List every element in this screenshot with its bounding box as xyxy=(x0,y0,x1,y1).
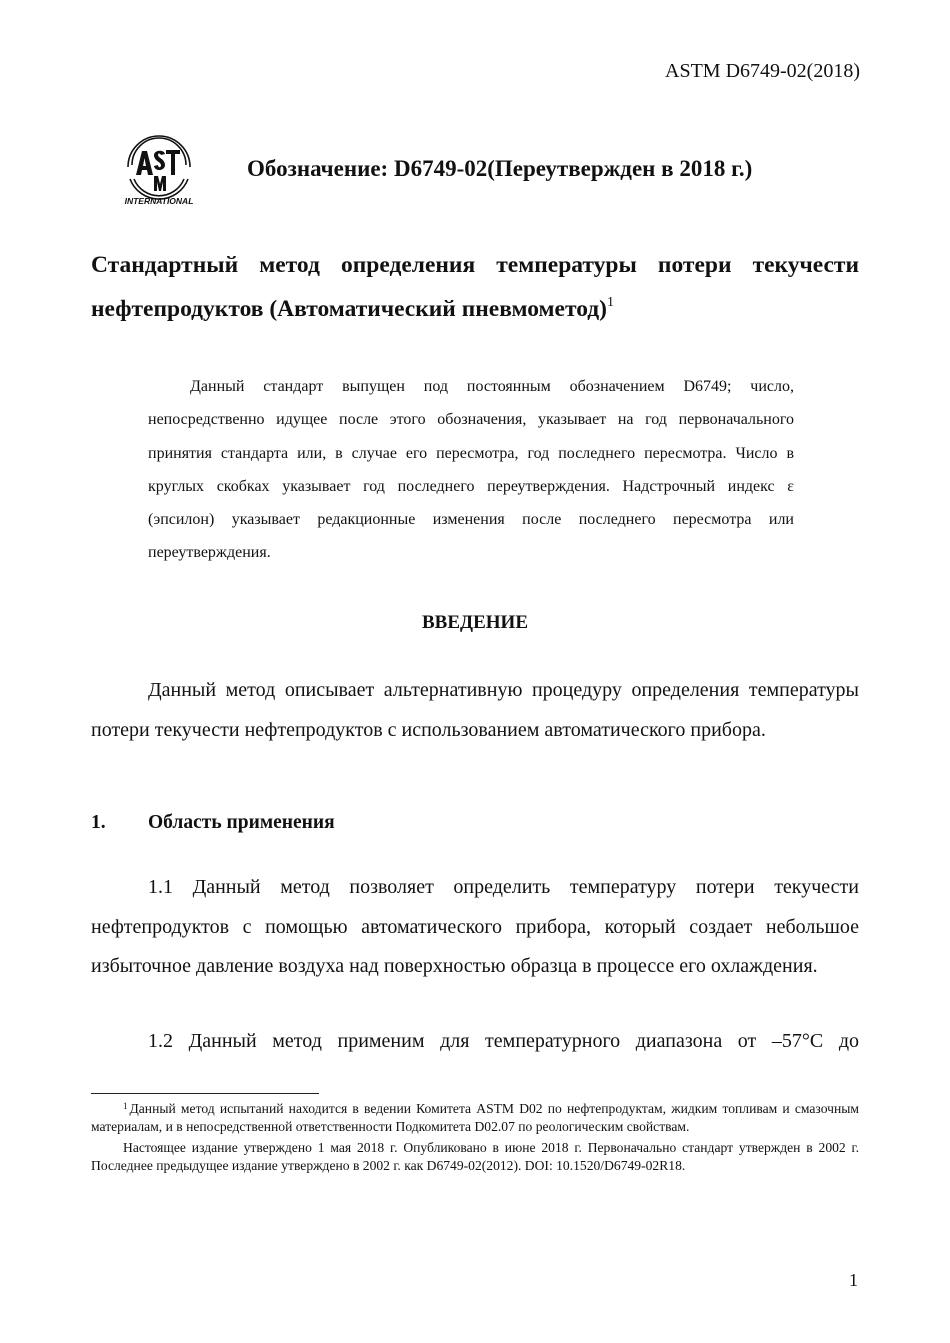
designation: Обозначение: D6749-02(Переутвержден в 2018 г.) xyxy=(247,156,753,181)
introduction-text: Данный метод описывает альтернативную процедуру определения температуры потери текучести нефтепродуктов с использованием автоматического прибора. xyxy=(91,679,859,741)
title-line-1: Стандартный метод определения температуры потери текучести xyxy=(91,252,859,278)
footnotes xyxy=(91,1100,859,1178)
section-1-heading xyxy=(91,812,335,834)
title-footnote-ref: 1 xyxy=(606,295,614,310)
logo-text: INTERNATIONAL xyxy=(124,196,194,206)
paragraph-1-2-text: 1.2 Данный метод применим для температурного диапазона от –57°С до xyxy=(148,1030,859,1052)
astm-international-logo xyxy=(118,135,200,207)
section-title: Область применения xyxy=(148,812,335,833)
document-title xyxy=(91,243,859,331)
footnote-divider xyxy=(91,1093,319,1094)
title-line-2 xyxy=(91,287,859,331)
footnote-1 xyxy=(91,1100,859,1136)
title-line-2-text: нефтепродуктов (Автоматический пневмометод) xyxy=(91,296,607,322)
footnote-2: Настоящее издание утверждено 1 мая 2018 г. Опубликовано в июне 2018 г. Первоначально стандарт утвержден в 2002 г. Последнее предыдущее издание утверждено в 2002 г. как D6749-02(2012). DOI: 10.1520/D6749-02R18. xyxy=(91,1140,859,1173)
paragraph-1-1: 1.1 Данный метод позволяет определить температуру потери текучести нефтепродуктов с помощью автоматического прибора, который создает небольшое избыточное давление воздуха над поверхностью образца в процессе его охлаждения. xyxy=(91,876,859,977)
issuance-note: Данный стандарт выпущен под постоянным обозначением D6749; число, непосредственно идущее после этого обозначения, указывает на год первоначального принятия стандарта или, в случае его пересмотра, год последнего пересмотра. Число в круглых скобках указывает год последнего переутверждения. Надстрочный индекс ε (эпсилон) указывает редакционные изменения после последнего пересмотра или переутверждения. xyxy=(148,378,794,562)
paragraph-1-2 xyxy=(91,1022,859,1062)
introduction-heading: ВВЕДЕНИЕ xyxy=(422,612,528,633)
page-number: 1 xyxy=(849,1270,858,1290)
section-number: 1. xyxy=(91,812,106,833)
footnote-1-text: Данный метод испытаний находится в ведении Комитета ASTM D02 по нефтепродуктам, жидким топливам и смазочным материалам, и в непосредственной ответственности Подкомитета D02.07 по реологическим свойствам. xyxy=(91,1101,859,1134)
document-code: ASTM D6749-02(2018) xyxy=(665,60,860,82)
footnote-marker: 1 xyxy=(123,1101,128,1111)
